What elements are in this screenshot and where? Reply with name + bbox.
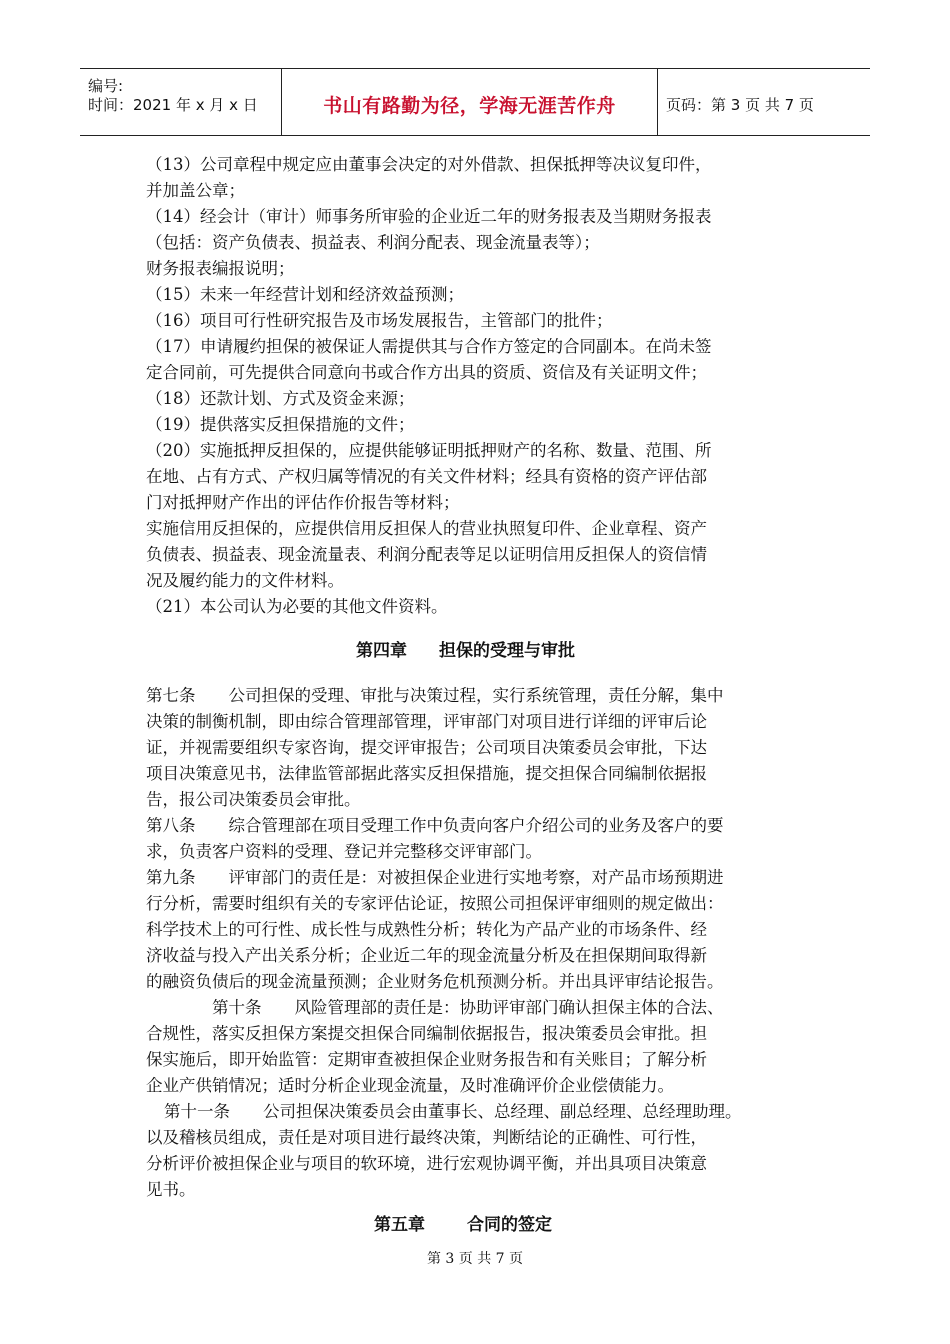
header-table (80, 68, 870, 136)
chapter4-text-line: 第九条 评审部门的责任是：对被担保企业进行实地考察，对产品市场预期进 (146, 868, 724, 887)
body-text-line: （15）未来一年经营计划和经济效益预测； (146, 285, 464, 304)
chapter4-text-line: 第八条 综合管理部在项目受理工作中负责向客户介绍公司的业务及客户的要 (146, 816, 724, 835)
chapter4-title: 担保的受理与审批 (439, 641, 575, 661)
chapter4-number: 第四章 (356, 641, 407, 661)
body-text-line: （19）提供落实反担保措施的文件； (146, 415, 415, 434)
body-text-line: （13）公司章程中规定应由董事会决定的对外借款、担保抵押等决议复印件， (146, 155, 712, 174)
page-footer: 第 3 页 共 7 页 (426, 1251, 524, 1267)
chapter4-text-line: 第十一条 公司担保决策委员会由董事长、总经理、副总经理、总经理助理。 (164, 1102, 742, 1121)
chapter5-number: 第五章 (374, 1215, 425, 1235)
chapter4-text-line: 求，负责客户资料的受理、登记并完整移交评审部门。 (146, 842, 542, 861)
chapter5-title: 合同的签定 (467, 1215, 552, 1235)
header-page-cell (658, 69, 870, 135)
chapter4-heading (356, 636, 575, 661)
body-text-line: （17）申请履约担保的被保证人需提供其与合作方签定的合同副本。在尚未签 (146, 337, 712, 356)
chapter4-text-line: 行分析，需要时组织有关的专家评估论证，按照公司担保评审细则的规定做出： (146, 894, 724, 913)
body-text-line: （21）本公司认为必要的其他文件资料。 (146, 597, 448, 616)
chapter4-text-line: 告，报公司决策委员会审批。 (146, 790, 361, 809)
chapter4-text-line: 企业产供销情况；适时分析企业现金流量，及时准确评价企业偿债能力。 (146, 1076, 674, 1095)
chapter4-text-line: 证，并视需要组织专家咨询，提交评审报告；公司项目决策委员会审批，下达 (146, 738, 707, 757)
chapter5-heading (374, 1210, 552, 1235)
header-info-cell (80, 69, 282, 135)
chapter4-text-line: 的融资负债后的现金流量预测；企业财务危机预测分析。并出具评审结论报告。 (146, 972, 724, 991)
chapter4-text-line: 以及稽核员组成，责任是对项目进行最终决策，判断结论的正确性、可行性， (146, 1128, 707, 1147)
body-text-line: （14）经会计（审计）师事务所审验的企业近二年的财务报表及当期财务报表 (146, 207, 712, 226)
body-text-line: 在地、占有方式、产权归属等情况的有关文件材料；经具有资格的资产评估部 (146, 467, 707, 486)
chapter4-text-line: 项目决策意见书，法律监管部据此落实反担保措施，提交担保合同编制依据报 (146, 764, 707, 783)
chapter4-text-line: 合规性，落实反担保方案提交担保合同编制依据报告，报决策委员会审批。担 (146, 1024, 707, 1043)
body-text-line: 财务报表编报说明； (146, 259, 295, 278)
chapter4-text-line: 济收益与投入产出关系分析；企业近二年的现金流量分析及在担保期间取得新 (146, 946, 707, 965)
body-text-line: （包括：资产负债表、损益表、利润分配表、现金流量表等）； (146, 233, 600, 252)
body-text-line: 况及履约能力的文件材料。 (146, 571, 344, 590)
body-text-line: 定合同前，可先提供合同意向书或合作方出具的资质、资信及有关证明文件； (146, 363, 707, 382)
body-text-line: 门对抵押财产作出的评估作价报告等材料； (146, 493, 460, 512)
body-text-line: （16）项目可行性研究报告及市场发展报告，主管部门的批件； (146, 311, 613, 330)
chapter4-text-line: 科学技术上的可行性、成长性与成熟性分析；转化为产品产业的市场条件、经 (146, 920, 707, 939)
chapter4-text-line: 第十条 风险管理部的责任是：协助评审部门确认担保主体的合法、 (212, 998, 724, 1017)
body-text-line: （18）还款计划、方式及资金来源； (146, 389, 415, 408)
chapter4-text-line: 第七条 公司担保的受理、审批与决策过程，实行系统管理，责任分解，集中 (146, 686, 724, 705)
chapter4-text-line: 分析评价被担保企业与项目的软环境，进行宏观协调平衡，并出具项目决策意 (146, 1154, 707, 1173)
document-date: 时间：2021 年 x 月 x 日 (88, 96, 258, 114)
body-text-line: 实施信用反担保的，应提供信用反担保人的营业执照复印件、企业章程、资产 (146, 519, 707, 538)
chapter4-text-line: 保实施后，即开始监管：定期审查被担保企业财务报告和有关账目；了解分析 (146, 1050, 707, 1069)
body-text-line: 并加盖公章； (146, 181, 245, 200)
chapter4-text-line: 见书。 (146, 1180, 196, 1199)
body-text-line: （20）实施抵押反担保的，应提供能够证明抵押财产的名称、数量、范围、所 (146, 441, 712, 460)
header-motto-cell (282, 69, 658, 135)
document-number-label: 编号: (88, 77, 124, 95)
body-text-line: 负债表、损益表、现金流量表、利润分配表等足以证明信用反担保人的资信情 (146, 545, 707, 564)
header-page-code: 页码：第 3 页 共 7 页 (666, 96, 814, 114)
header-motto: 书山有路勤为径，学海无涯苦作舟 (323, 95, 616, 117)
chapter4-text-line: 决策的制衡机制，即由综合管理部管理，评审部门对项目进行详细的评审后论 (146, 712, 707, 731)
